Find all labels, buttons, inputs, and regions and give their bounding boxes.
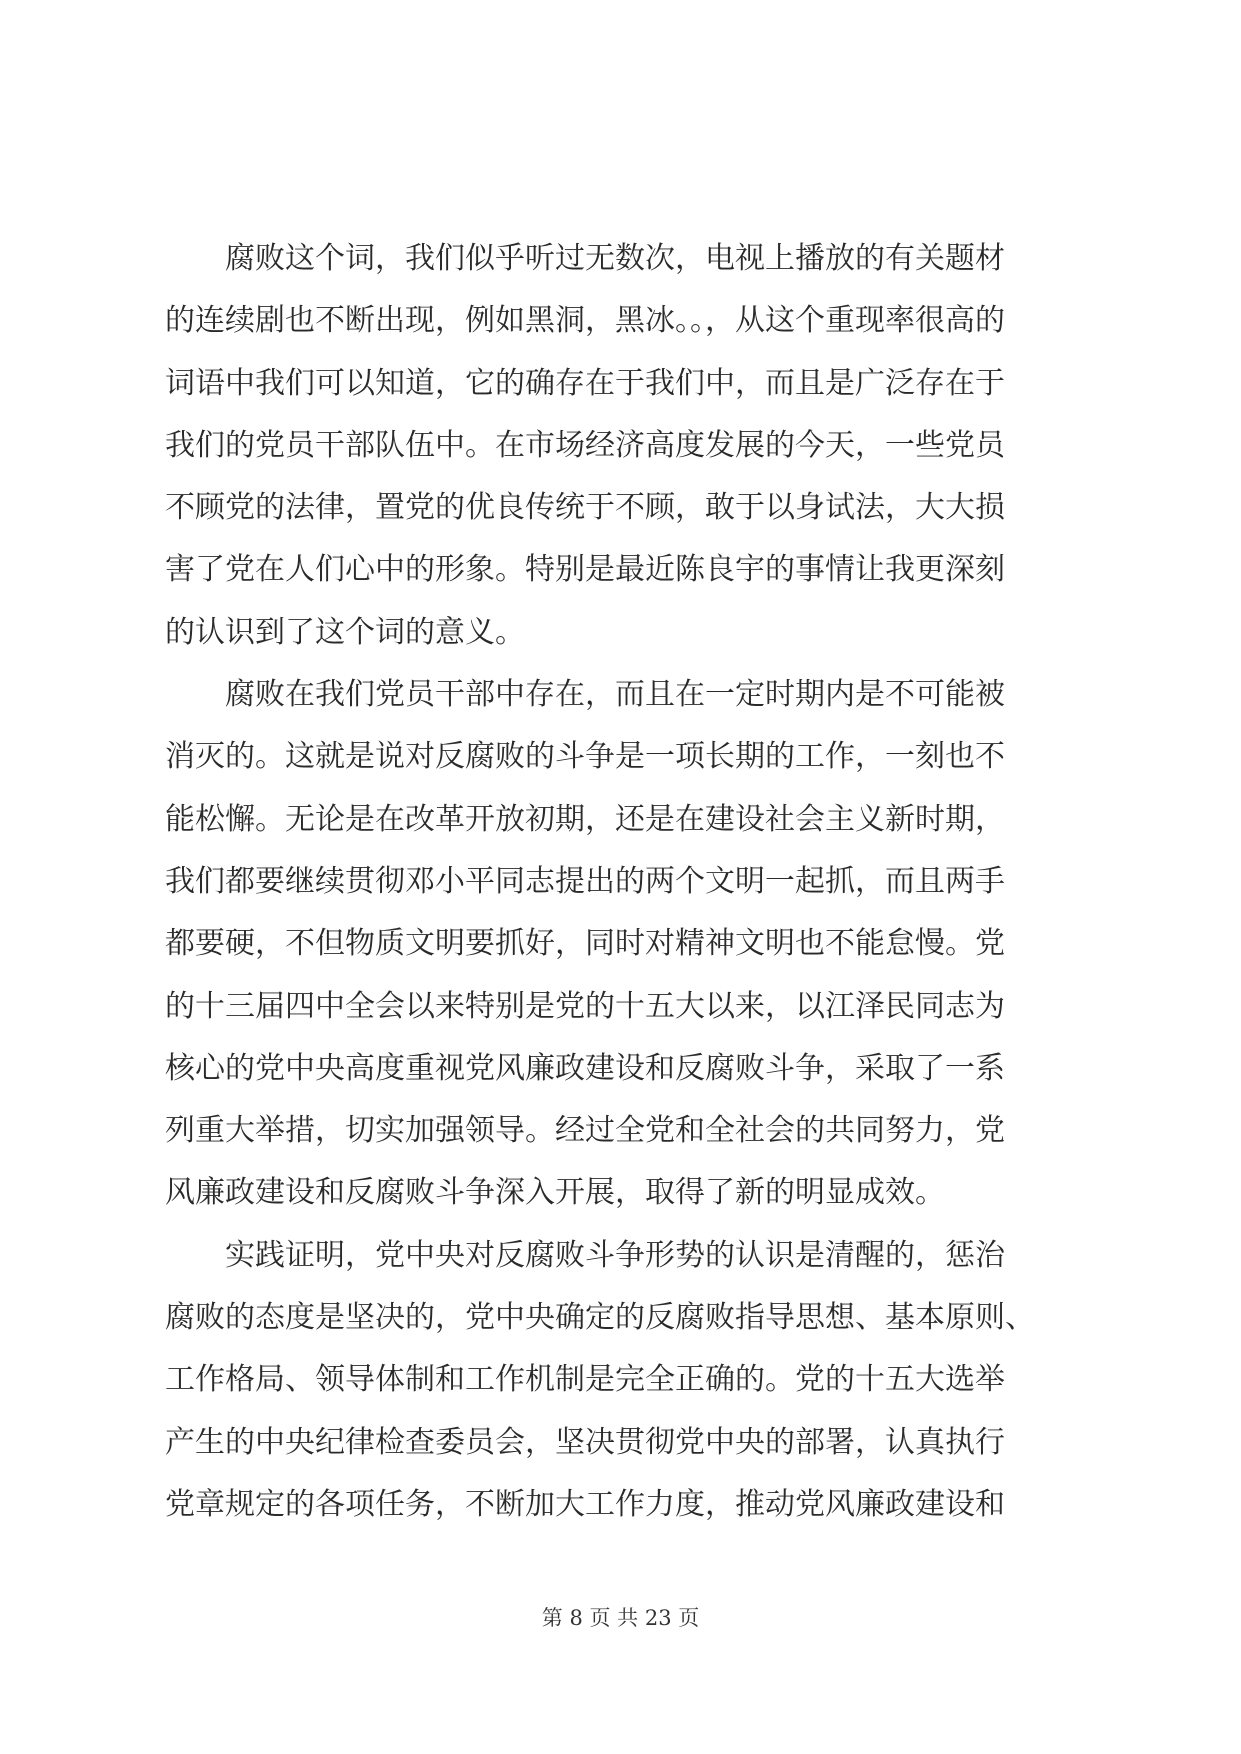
- text-line-10: 能松懈。无论是在改革开放初期，还是在建设社会主义新时期，: [165, 801, 1005, 837]
- text-line-12: 都要硬，不但物质文明要抓好，同时对精神文明也不能怠慢。党: [165, 926, 1005, 962]
- text-line-21: 党章规定的各项任务，不断加大工作力度，推动党风廉政建设和: [165, 1486, 1005, 1522]
- text-line-14: 核心的党中央高度重视党风廉政建设和反腐败斗争，采取了一系: [165, 1050, 1005, 1086]
- text-line-11: 我们都要继续贯彻邓小平同志提出的两个文明一起抓，而且两手: [165, 863, 1005, 899]
- text-line-3: 词语中我们可以知道，它的确存在于我们中，而且是广泛存在于: [165, 365, 1005, 401]
- text-line-16: 风廉政建设和反腐败斗争深入开展，取得了新的明显成效。: [165, 1175, 945, 1211]
- text-line-1: 腐败这个词，我们似乎听过无数次，电视上播放的有关题材: [165, 241, 1005, 276]
- text-line-15: 列重大举措，切实加强领导。经过全党和全社会的共同努力，党: [165, 1113, 1005, 1149]
- text-line-5: 不顾党的法律，置党的优良传统于不顾，敢于以身试法，大大损: [165, 490, 1005, 526]
- text-line-20: 产生的中央纪律检查委员会，坚决贯彻党中央的部署，认真执行: [165, 1424, 1005, 1460]
- text-line-6: 害了党在人们心中的形象。特别是最近陈良宇的事情让我更深刻: [165, 552, 1005, 588]
- text-line-8: 腐败在我们党员干部中存在，而且在一定时期内是不可能被: [165, 677, 1005, 713]
- text-line-9: 消灭的。这就是说对反腐败的斗争是一项长期的工作，一刻也不: [165, 739, 1005, 775]
- text-line-4: 我们的党员干部队伍中。在市场经济高度发展的今天，一些党员: [165, 427, 1005, 463]
- text-line-7: 的认识到了这个词的意义。: [165, 614, 525, 650]
- text-line-19: 工作格局、领导体制和工作机制是完全正确的。党的十五大选举: [165, 1362, 1005, 1398]
- text-line-17: 实践证明，党中央对反腐败斗争形势的认识是清醒的，惩治: [165, 1237, 1005, 1273]
- body-text: [165, 228, 1085, 1536]
- page-footer: 第 8 页 共 23 页: [541, 1606, 700, 1630]
- text-line-13: 的十三届四中全会以来特别是党的十五大以来，以江泽民同志为: [165, 988, 1005, 1024]
- text-line-2: 的连续剧也不断出现，例如黑洞，黑冰。。，从这个重现率很高的: [165, 303, 1005, 339]
- text-line-18: 腐败的态度是坚决的，党中央确定的反腐败指导思想、基本原则、: [165, 1300, 1035, 1336]
